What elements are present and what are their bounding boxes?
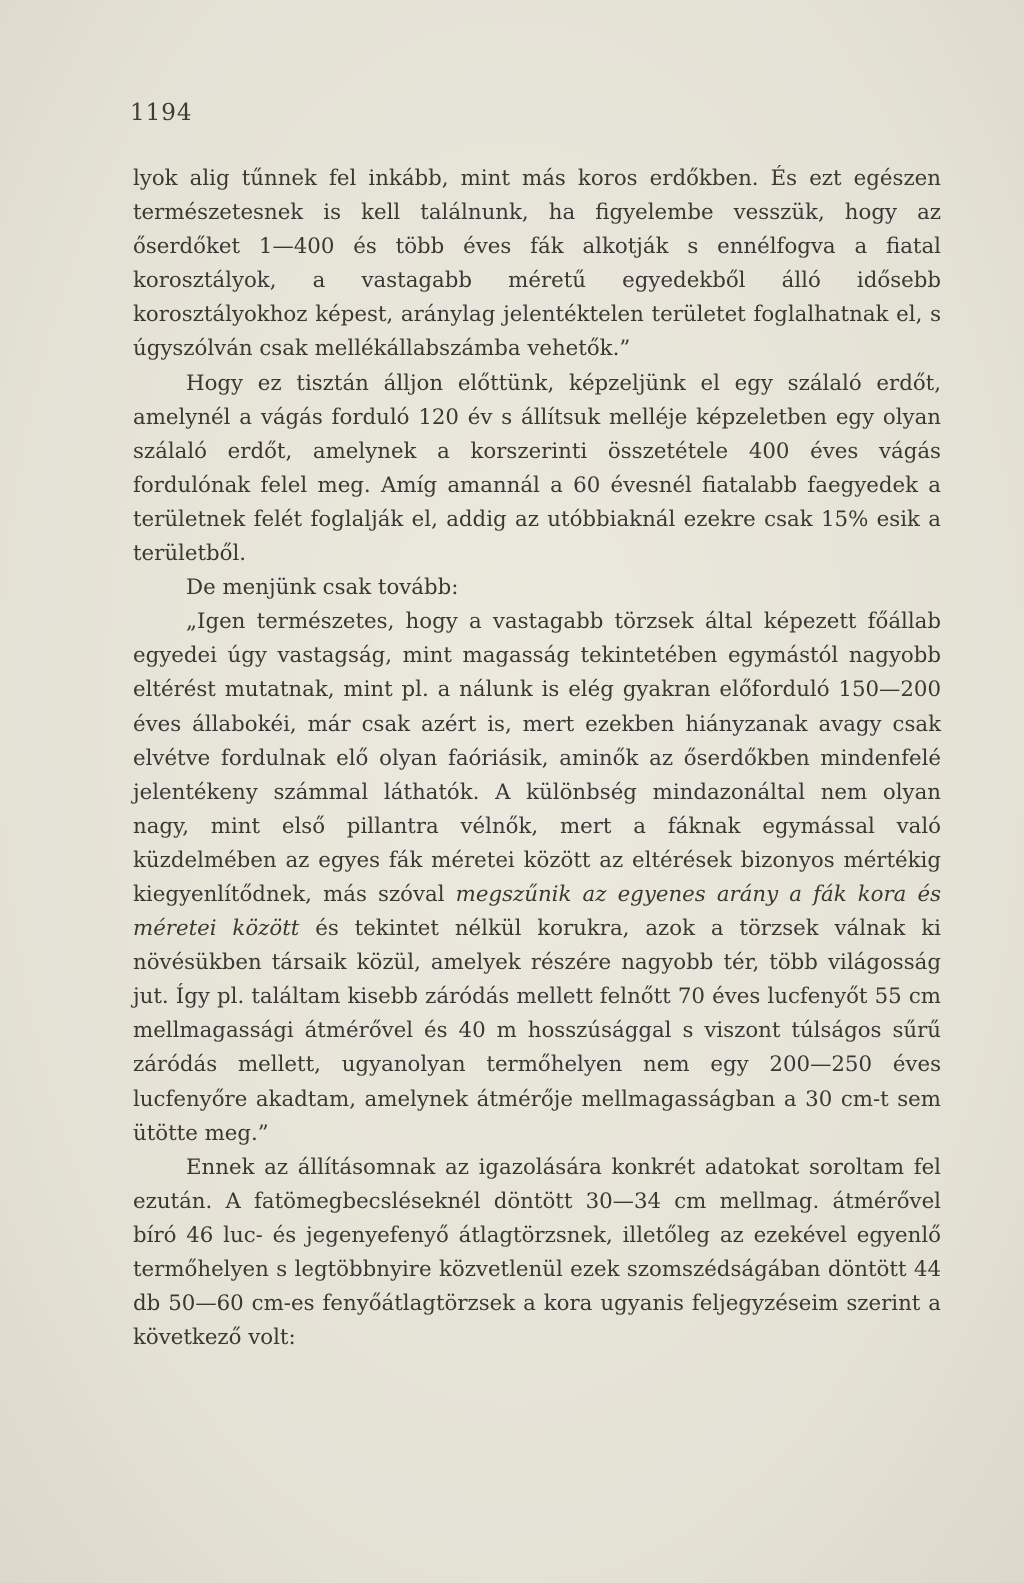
- paragraph: [133, 605, 941, 1151]
- page-number: 1194: [130, 100, 193, 126]
- text-run: „Igen természetes, hogy a vastagabb törzsek által képezett főállab egyedei úgy vastagság, mint magasság tekintetében egymástól nagyobb eltérést mutatnak, mint pl. a nálunk is elég gyakran előforduló 150—200 éves állabokéi, már csak azért is, mert ezekben hiányzanak avagy csak elvétve fordulnak elő olyan faóriásik, aminők az őserdőkben mindenfelé jelentékeny számmal láthatók. A különbség mindazonáltal nem olyan nagy, mint első pillantra vélnők, mert a fáknak egymással való küzdelmében az egyes fák méretei között az eltérések bizonyos mértékig kiegyenlítődnek, más szóval: [133, 609, 941, 907]
- italic-emphasis: megszűnik az egyenes arány a fák kora és méretei között: [133, 881, 942, 942]
- body-text: [133, 162, 941, 1355]
- paragraph: [133, 162, 941, 367]
- text-run: Ennek az állításomnak az igazolására konkrét adatokat soroltam fel ezután. A fatömegbecsléseknél döntött 30—34 cm mellmag. átmérővel bíró 46 luc- és jegenyefenyő átlagtörzsnek, illetőleg az ezekével egyenlő termőhelyen s legtöbbnyire közvetlenül ezek szomszédságában döntött 44 db 50—60 cm-es fenyőátlagtörzsek a kora ugyanis feljegyzéseim szerint a következő volt:: [133, 1154, 941, 1351]
- text-run: lyok alig tűnnek fel inkább, mint más koros erdőkben. És ezt egészen természetesnek is kell találnunk, ha figyelembe vesszük, hogy az őserdőket 1—400 és több éves fák alkotják s ennélfogva a fiatal korosztályok, a vastagabb méretű egyedekből álló idősebb korosztályokhoz képest, aránylag jelentéktelen területet foglalhatnak el, s úgyszólván csak mellékállabszámba vehetők.”: [133, 166, 941, 362]
- paragraph: [133, 367, 941, 572]
- text-run: Hogy ez tisztán álljon előttünk, képzeljünk el egy szálaló erdőt, amelynél a vágás forduló 120 év s állítsuk melléje képzeletben egy olyan szálaló erdőt, amelynek a korszerinti összetétele 400 éves vágás fordulónak felel meg. Amíg amannál a 60 évesnél fiatalabb faegyedek a területnek felét foglalják el, addig az utóbbiaknál ezekre csak 15% esik a területből.: [133, 370, 941, 567]
- paragraph: [133, 1151, 941, 1356]
- paragraph: [133, 571, 941, 605]
- text-run: De menjünk csak tovább:: [186, 575, 459, 601]
- text-run: és tekintet nélkül korukra, azok a törzsek válnak ki növésükben társaik közül, amelyek részére nagyobb tér, több világosság jut. Így pl. találtam kisebb záródás mellett felnőtt 70 éves lucfenyőt 55 cm mellmagassági átmérővel és 40 m hosszúsággal s viszont túlságos sűrű záródás mellett, ugyanolyan termőhelyen nem egy 200—250 éves lucfenyőre akadtam, amelynek átmérője mellmagasságban a 30 cm-t sem ütötte meg.”: [133, 916, 941, 1146]
